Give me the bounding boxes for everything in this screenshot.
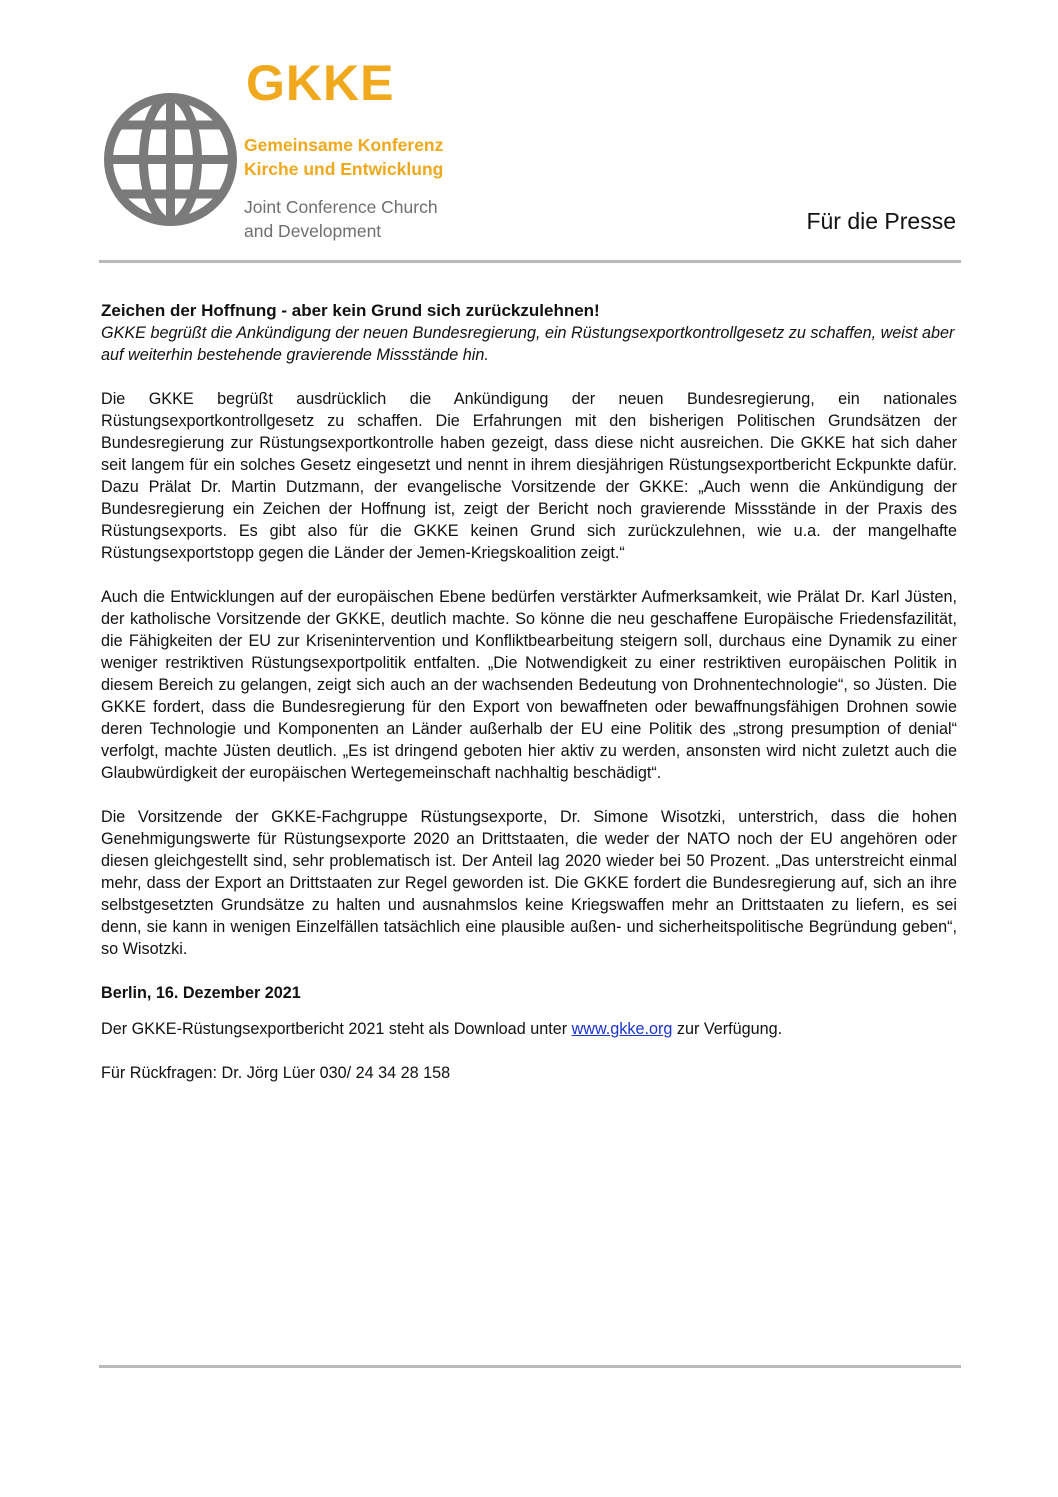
article-paragraph: Die Vorsitzende der GKKE-Fachgruppe Rüstungsexporte, Dr. Simone Wisotzki, unterstrich, dass die hohen Genehmigungswerte für Rüstungsexporte 2020 an Drittstaaten, die weder der NATO noch der EU angehören oder diesen gleichgestellt sind, sehr problematisch ist. Der Anteil lag 2020 wieder bei 50 Prozent. „Das unterstreicht einmal mehr, dass der Export an Drittstaaten zur Regel geworden ist. Die GKKE fordert die Bundesregierung auf, sich an ihre selbstgesetzten Grundsätze zu halten und ausnahmslos keine Kriegswaffen mehr an Drittstaaten zu liefern, es sei denn, sie kann in wenigen Einzelfällen tatsächlich eine plausible außen- und sicherheitspolitische Begründung geben“, so Wisotzki. — [101, 808, 957, 958]
download-note-text-end: zur Verfügung. — [672, 1020, 783, 1038]
article-paragraph: Auch die Entwicklungen auf der europäischen Ebene bedürfen verstärkter Aufmerksamkeit, wie Prälat Dr. Karl Jüsten, der katholische Vorsitzende der GKKE, deutlich machte. So könne die neu geschaffene Europäische Friedensfazilität, die Fähigkeiten der EU zur Krisenintervention und Konfliktbearbeitung steigern soll, durchaus eine Dynamik zu einer weniger restriktiven Rüstungsexportpolitik entfalten. „Die Notwendigkeit zu einer restriktiven europäischen Politik in diesem Bereich zu gelangen, zeigt sich auch an der wachsenden Bedeutung von Drohnentechnologie“, so Jüsten. Die GKKE fordert, dass die Bundesregierung für den Export von bewaffneten oder bewaffnungsfähigen Drohnen sowie deren Technologie und Komponenten an Länder außerhalb der EU eine Politik des „strong presumption of denial“ verfolgt, machte Jüsten deutlich. „Es ist dringend geboten hier aktiv zu werden, ansonsten wird nicht zuletzt auch die Glaubwürdigkeit der europäischen Wertegemeinschaft nachhaltig beschädigt“. — [101, 588, 957, 782]
brand-name-german-line1: Gemeinsame Konferenz — [244, 135, 444, 155]
gkke-website-link[interactable]: www.gkke.org — [571, 1020, 673, 1038]
dateline: Berlin, 16. Dezember 2021 — [101, 984, 301, 1002]
footer-divider — [99, 1365, 961, 1368]
download-note — [101, 1018, 957, 1040]
download-note-text: Der GKKE-Rüstungsexportbericht 2021 steht als Download unter — [101, 1020, 572, 1038]
contact-info: Für Rückfragen: Dr. Jörg Lüer 030/ 24 34 28 158 — [101, 1064, 451, 1082]
brand-name-english — [244, 195, 438, 243]
brand-name: GKKE — [246, 55, 395, 111]
article-paragraph: Die GKKE begrüßt ausdrücklich die Ankündigung der neuen Bundesregierung, ein nationales Rüstungsexportkontrollgesetz zu schaffen. Die Erfahrungen mit den bisherigen Politischen Grundsätzen der Bundesregierung zur Rüstungsexportkontrolle haben gezeigt, dass diese nicht ausreichen. Die GKKE hat sich daher seit langem für ein solches Gesetz eingesetzt und nennt in ihrem diesjährigen Rüstungsexportbericht Eckpunkte dafür. Dazu Prälat Dr. Martin Dutzmann, der evangelische Vorsitzende der GKKE: „Auch wenn die Ankündigung der Bundesregierung ein Zeichen der Hoffnung ist, zeigt der Bericht noch gravierende Missstände in der Praxis des Rüstungsexports. Es gibt also für die GKKE keinen Grund sich zurückzulehnen, wie u.a. der mangelhafte Rüstungsexportstopp gegen die Länder der Jemen-Kriegskoalition zeigt.“ — [101, 390, 957, 562]
brand-name-german-line2: Kirche und Entwicklung — [244, 159, 444, 179]
article-body — [101, 300, 957, 1084]
brand-name-english-line1: Joint Conference Church — [244, 197, 438, 217]
brand-name-english-line2: and Development — [244, 221, 382, 241]
brand-name-german — [244, 133, 443, 181]
globe-icon — [103, 92, 238, 227]
press-label: Für die Presse — [806, 208, 956, 234]
article-headline: Zeichen der Hoffnung - aber kein Grund sich zurückzulehnen! — [101, 301, 600, 320]
article-subheadline: GKKE begrüßt die Ankündigung der neuen Bundesregierung, ein Rüstungsexportkontrollgesetz zu schaffen, weist aber auf weiterhin bestehende gravierende Missstände hin. — [101, 324, 955, 364]
header-divider — [99, 260, 961, 263]
